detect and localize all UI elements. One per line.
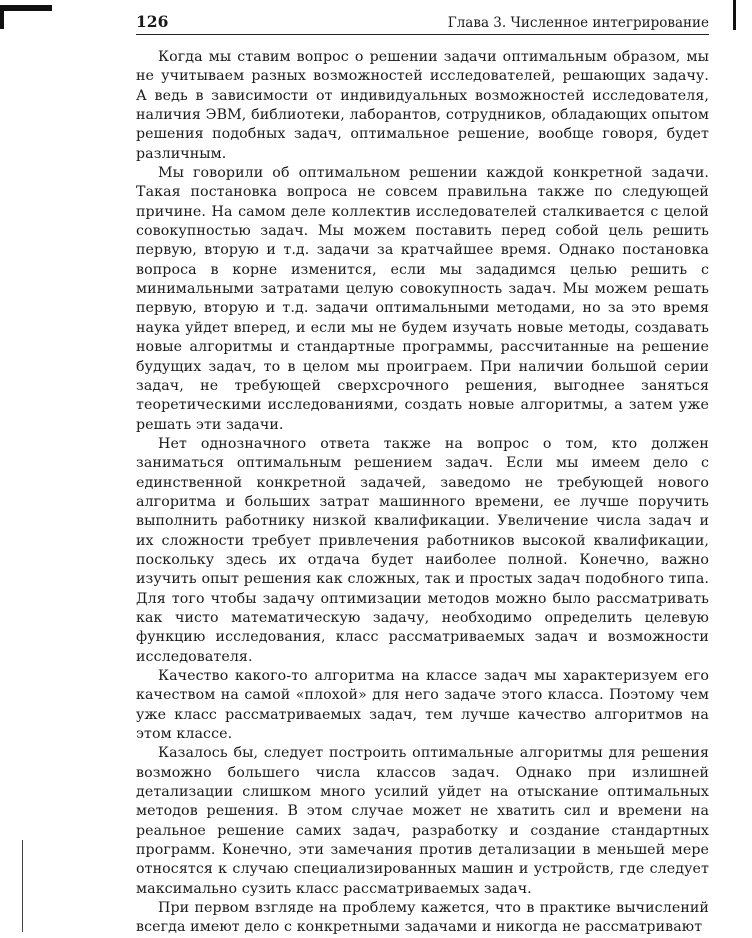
paragraph: Когда мы ставим вопрос о решении задачи оптимальным образом, мы не учитываем разных возможностей исследователей, решающих задачу. А ведь в зависимости от индивидуальных возможностей исследователя, наличия ЭВМ, библиотеки, лаборантов, сотрудников, обладающих опытом решения подобных задач, оптимальное решение, вообще говоря, будет различным. <box>136 49 709 162</box>
body-text <box>136 48 709 938</box>
paragraph: Нет однозначного ответа также на вопрос о том, кто должен заниматься оптимальным решением задач. Если мы имеем дело с единственной конкретной задачей, заведомо не требующей нового алгоритма и больших затрат машинного времени, ее лучше поручить выполнить работнику низкой квалификации. Увеличение числа задач и их сложности требует привлечения работников высокой квалификации, поскольку здесь их отдача будет наиболее полной. Конечно, важно изучить опыт решения как сложных, так и простых задач подобного типа. Для того чтобы задачу оптимизации методов можно было рассматривать как чисто математическую задачу, необходимо определить целевую функцию исследования, класс рассматриваемых задач и возможности исследователя. <box>136 435 709 665</box>
running-head <box>136 10 709 35</box>
scan-mark <box>733 0 736 30</box>
paragraph: При первом взгляде на проблему кажется, что в практике вычислений всегда имеют дело с конкретными задачами и никогда не рассматривают <box>136 900 709 936</box>
paragraph: Качество какого-то алгоритма на классе задач мы характеризуем его качеством на самой «плохой» для него задаче этого класса. Поэтому чем уже класс рассматриваемых задач, тем лучше качество алгоритмов на этом классе. <box>136 668 709 743</box>
page-number: 126 <box>136 12 169 31</box>
paragraph: Мы говорили об оптимальном решении каждой конкретной задачи. Такая постановка вопроса не совсем правильна также по следующей причине. На самом деле коллектив исследователей сталкивается с целой совокупностью задач. Мы можем поставить перед собой цель решить первую, вторую и т.д. задачи за кратчайшее время. Однако постановка вопроса в корне изменится, если мы зададимся целью решить с минимальными затратами целую совокупность задач. Мы можем решать первую, вторую и т.д. задачи оптимальными методами, но за это время наука уйдет вперед, и если мы не будем изучать новые методы, создавать новые алгоритмы и стандартные программы, рассчитанные на решение будущих задач, то в целом мы проиграем. При наличии большой серии задач, не требующей сверхсрочного решения, выгоднее заняться теоретическими исследованиями, создать новые алгоритмы, а затем уже решать эти задачи. <box>136 165 709 433</box>
document-page <box>136 10 709 938</box>
scan-mark <box>22 840 23 932</box>
chapter-title: Глава 3. Численное интегрирование <box>447 15 709 31</box>
paragraph: Казалось бы, следует построить оптимальные алгоритмы для решения возможно большего числа классов задач. Однако при излишней детализации слишком много усилий уйдет на отыскание оптимальных методов решения. В этом случае может не хватить сил и времени на реальное решение самих задач, разработку и создание стандартных программ. Конечно, эти замечания против детализации в меньшей мере относятся к случаю специализированных машин и устройств, где следует максимально сузить класс рассматриваемых задач. <box>136 745 709 897</box>
scan-mark <box>0 5 52 11</box>
scan-mark <box>0 5 4 29</box>
